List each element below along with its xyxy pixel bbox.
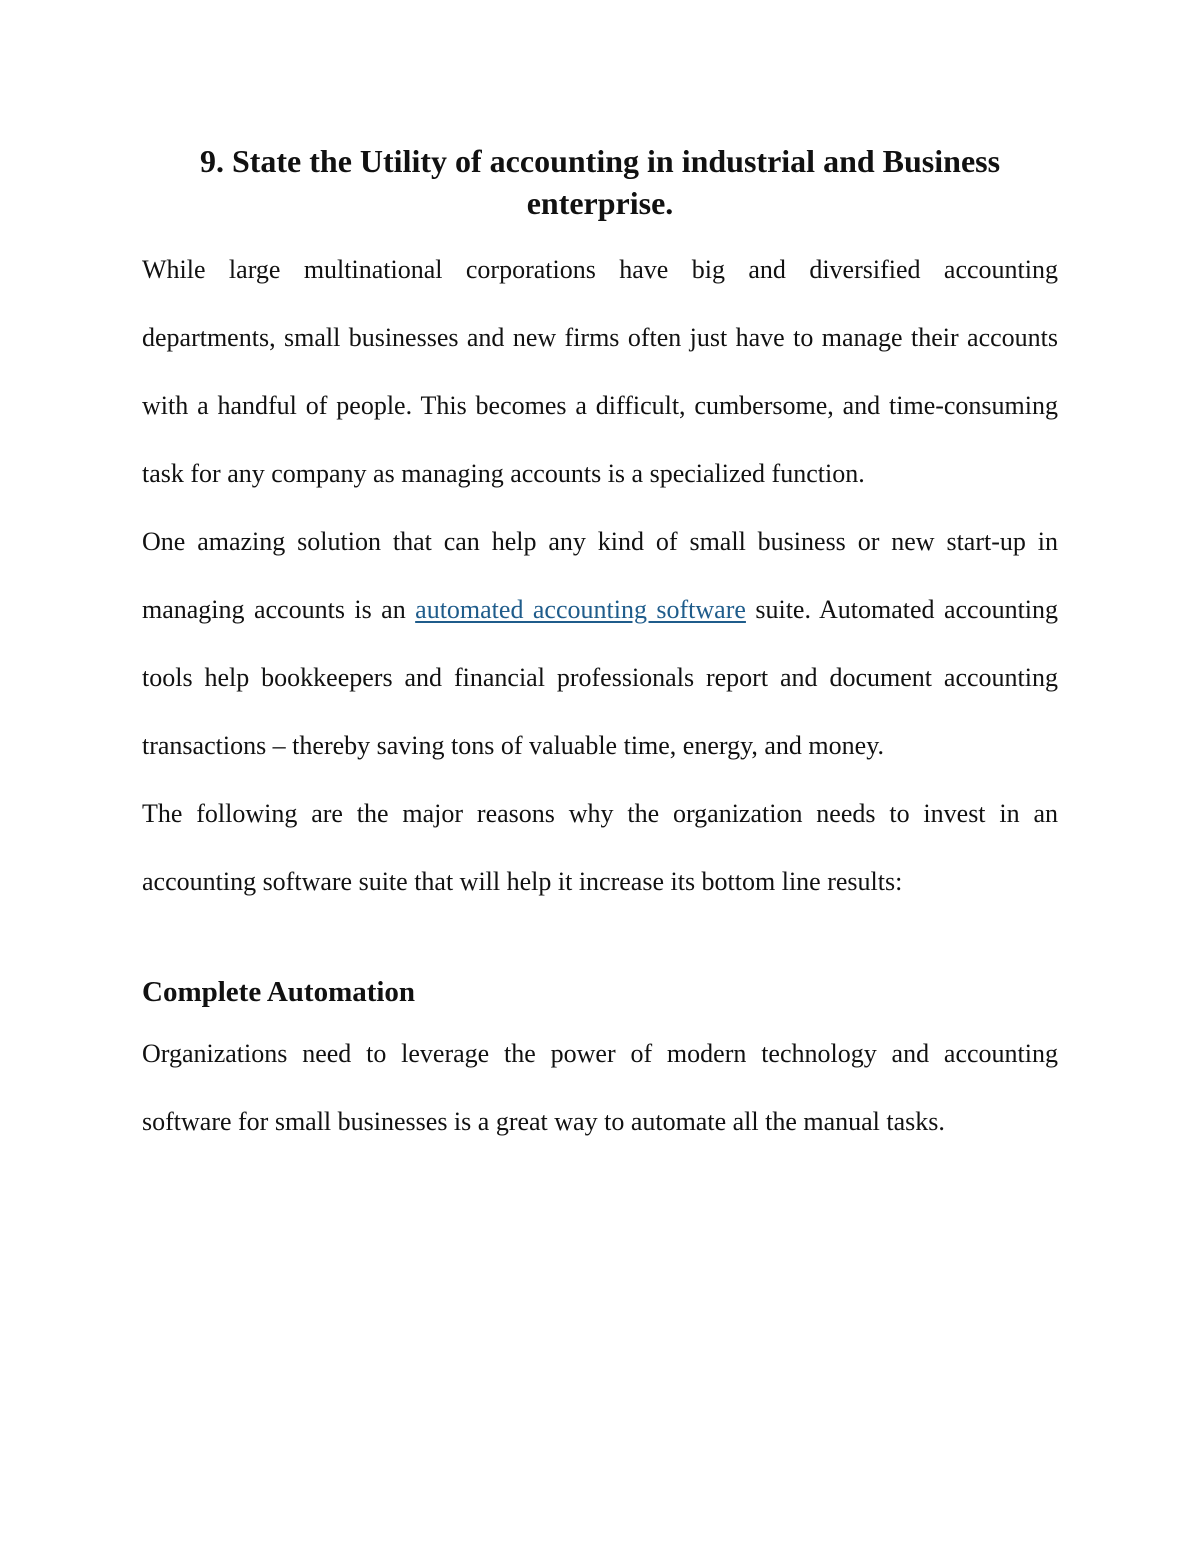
document-page	[142, 140, 1058, 1156]
document-title: 9. State the Utility of accounting in industrial and Business enterprise.	[199, 143, 1001, 221]
automated-accounting-software-link[interactable]: automated accounting software	[415, 595, 746, 624]
paragraph-solution-text-before: One amazing solution that can help any kind of small business or new start-up in managing accounts is an	[142, 527, 1058, 624]
paragraph-reasons: The following are the major reasons why the organization needs to invest in an accounting software suite that will help it increase its bottom line results:	[142, 799, 1058, 896]
paragraph-intro: While large multinational corporations have big and diversified accounting departments, small businesses and new firms often just have to manage their accounts with a handful of people. This becomes a difficult, cumbersome, and time-consuming task for any company as managing accounts is a specialized function.	[142, 255, 1058, 488]
section-body: Organizations need to leverage the power of modern technology and accounting software for small businesses is a great way to automate all the manual tasks.	[142, 1039, 1058, 1136]
paragraph-solution-text-after: suite. Automated accounting tools help bookkeepers and financial professionals report and document accounting transactions – thereby saving tons of valuable time, energy, and money.	[142, 595, 1059, 760]
section-heading: Complete Automation	[142, 976, 416, 1008]
paragraph-solution	[142, 508, 1058, 780]
